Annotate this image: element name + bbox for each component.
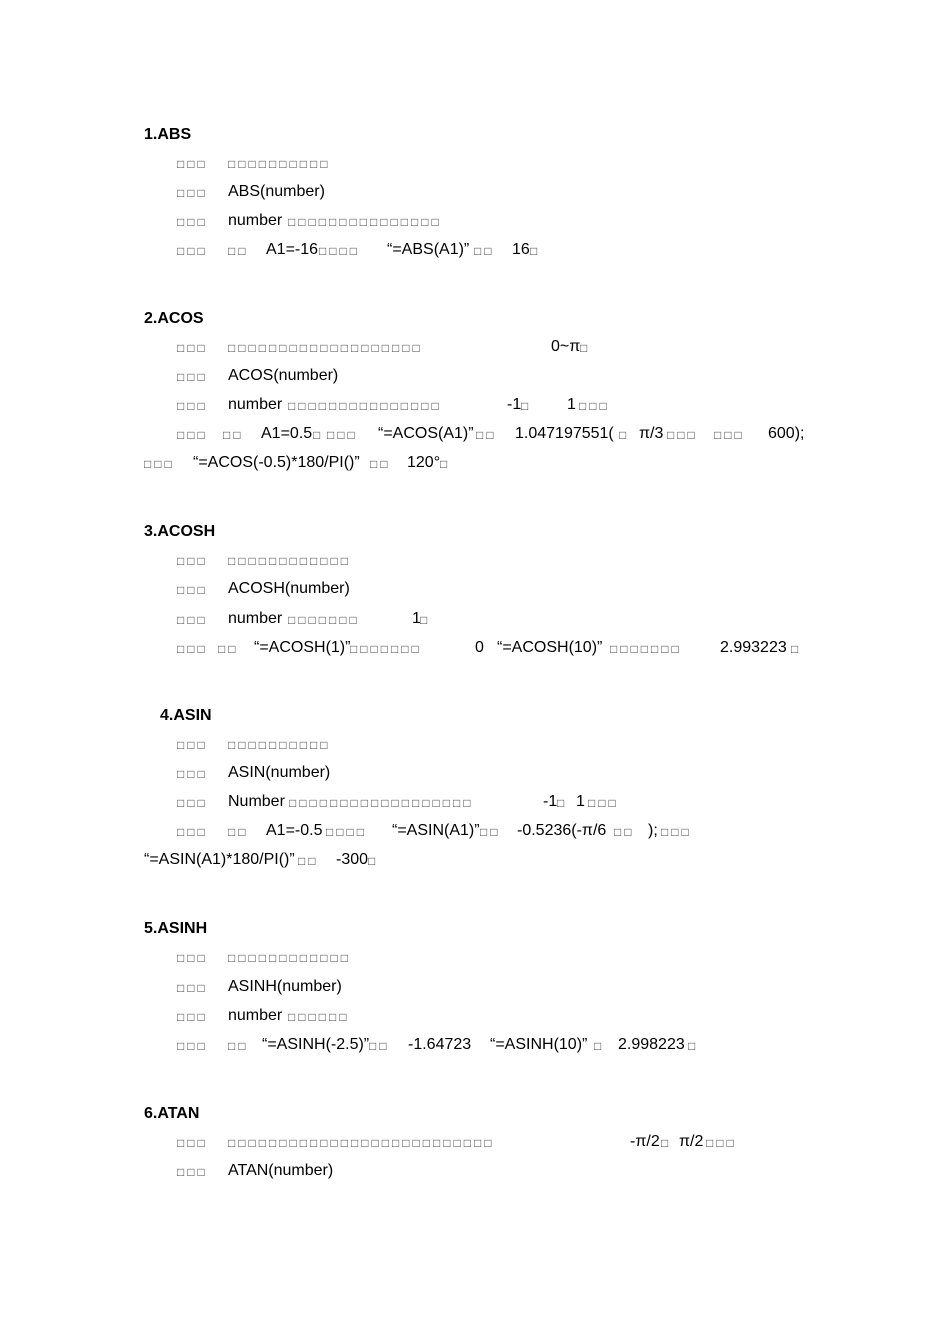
text-run: 1 <box>576 793 585 810</box>
abs-parameter-line <box>0 212 950 232</box>
text-run: □□ <box>476 428 497 442</box>
text-run: □□□ <box>177 642 208 656</box>
text-run: “=ACOS(-0.5)*180/PI()” <box>193 454 360 471</box>
text-run: □□□□□□□□□□□□□□□ <box>288 399 442 413</box>
text-run: □□□□□□□□□□□□□□□□□□ <box>289 796 474 810</box>
text-run: □□□ <box>706 1136 737 1150</box>
text-run: □ <box>420 613 431 627</box>
text-run: □ <box>368 854 379 868</box>
text-run: □ <box>313 428 324 442</box>
asin-parameter-line <box>0 793 950 813</box>
section-heading-asin: 4.ASIN <box>160 707 212 724</box>
text-run: □□□ <box>144 457 175 471</box>
text-run: “=ASINH(-2.5)” <box>262 1036 370 1053</box>
text-run: 2.998223 <box>618 1036 685 1053</box>
text-run: 1.047197551( <box>515 425 614 442</box>
text-run: □□□□□□□□□□□□□□□□□□□ <box>228 341 423 355</box>
text-run: □□ <box>474 244 495 258</box>
text-run: □□□ <box>177 825 208 839</box>
text-run: 0 <box>475 639 484 656</box>
text-run: ACOSH(number) <box>228 580 350 597</box>
text-run: “=ACOSH(10)” <box>497 639 603 656</box>
text-run: -1.64723 <box>408 1036 472 1053</box>
text-run: □□□ <box>588 796 619 810</box>
text-run: -1 <box>507 396 522 413</box>
acosh-syntax-line <box>0 580 950 600</box>
asin-description-line <box>0 735 950 755</box>
text-run: □□□ <box>177 370 208 384</box>
text-run: 120° <box>407 454 441 471</box>
text-run: A1=-16 <box>266 241 319 258</box>
abs-syntax-line <box>0 183 950 203</box>
text-run: □□□ <box>177 244 208 258</box>
text-run: □□□□□□□ <box>350 642 422 656</box>
text-run: □□□□□□□□□□□□ <box>228 951 351 965</box>
text-run: □□□□□□□□□□□□ <box>228 554 351 568</box>
text-run: □□ <box>218 642 239 656</box>
text-run: □□□ <box>177 767 208 781</box>
text-run: “=ASIN(A1)*180/PI()” <box>144 851 295 868</box>
text-run: □□□□□□ <box>288 1010 350 1024</box>
text-run: □□□ <box>177 981 208 995</box>
text-run: □□□ <box>177 613 208 627</box>
section-heading-acosh: 3.ACOSH <box>144 523 216 540</box>
text-run: □□ <box>223 428 244 442</box>
text-run: “=ACOSH(1)” <box>254 639 351 656</box>
section-heading-asinh: 5.ASINH <box>144 920 208 937</box>
text-run: A1=-0.5 <box>266 822 323 839</box>
text-run: -1 <box>543 793 558 810</box>
text-run: □□□ <box>177 428 208 442</box>
text-run: ASIN(number) <box>228 764 331 781</box>
text-run: □□□□ <box>319 244 360 258</box>
text-run: 1 <box>567 396 576 413</box>
text-run: □ <box>530 244 541 258</box>
text-run: “=ABS(A1)” <box>387 241 470 258</box>
acos-syntax-line <box>0 367 950 387</box>
atan-syntax-line <box>0 1162 950 1182</box>
section-heading-atan: 6.ATAN <box>144 1105 200 1122</box>
text-run: □ <box>580 341 591 355</box>
atan-description-line <box>0 1133 950 1153</box>
text-run: □ <box>661 1136 672 1150</box>
abs-example-line <box>0 241 950 261</box>
asinh-parameter-line <box>0 1007 950 1027</box>
text-run: □□□ <box>667 428 698 442</box>
text-run: -π/2 <box>630 1133 660 1150</box>
asinh-syntax-line <box>0 978 950 998</box>
text-run: π/3 <box>639 425 664 442</box>
acos-description-line <box>0 338 950 358</box>
text-run: -0.5236(-π/6 <box>517 822 607 839</box>
text-run: □□ <box>228 244 249 258</box>
text-run: □□□ <box>177 738 208 752</box>
text-run: □□ <box>228 1039 249 1053</box>
text-run: number <box>228 1007 283 1024</box>
text-run: □ <box>688 1039 699 1053</box>
text-run: “=ACOS(A1)” <box>378 425 474 442</box>
text-run: □ <box>440 457 451 471</box>
text-run: 600); <box>768 425 805 442</box>
text-run: 0~π <box>551 338 581 355</box>
text-run: ACOS(number) <box>228 367 339 384</box>
text-run: □□□□□□□□□□□□□□□ <box>288 215 442 229</box>
text-run: □□□□□□□ <box>610 642 682 656</box>
text-run: □□ <box>298 854 319 868</box>
text-run: 2.993223 <box>720 639 787 656</box>
text-run: ); <box>648 822 658 839</box>
asinh-example-line <box>0 1036 950 1056</box>
text-run: ATAN(number) <box>228 1162 334 1179</box>
section-heading-acos: 2.ACOS <box>144 310 204 327</box>
text-run: □□□ <box>177 796 208 810</box>
text-run: □□□ <box>177 583 208 597</box>
text-run: □ <box>521 399 532 413</box>
text-run: □ <box>557 796 568 810</box>
text-run: 1 <box>412 610 421 627</box>
asin-syntax-line <box>0 764 950 784</box>
text-run: A1=0.5 <box>261 425 313 442</box>
text-run: □ <box>791 642 802 656</box>
section-heading-abs: 1.ABS <box>144 126 192 143</box>
text-run: □□□ <box>177 186 208 200</box>
text-run: □□□ <box>177 1136 208 1150</box>
text-run: π/2 <box>679 1133 704 1150</box>
text-run: □ <box>594 1039 605 1053</box>
asin-example-line <box>0 822 950 842</box>
text-run: □□□ <box>177 1165 208 1179</box>
text-run: □□ <box>480 825 501 839</box>
text-run: □□□ <box>177 951 208 965</box>
text-run: □□□□□□□ <box>288 613 360 627</box>
text-run: □ <box>619 428 630 442</box>
text-run: □□□□□□□□□□ <box>228 738 331 752</box>
text-run: □□ <box>614 825 635 839</box>
text-run: □□□ <box>177 1010 208 1024</box>
asinh-description-line <box>0 948 950 968</box>
asin-example-continuation <box>0 851 950 871</box>
text-run: □□□ <box>177 157 208 171</box>
acosh-parameter-line <box>0 610 950 630</box>
text-run: 16 <box>512 241 530 258</box>
text-run: Number <box>228 793 285 810</box>
abs-description-line <box>0 154 950 174</box>
text-run: □□□ <box>177 341 208 355</box>
text-run: □□□ <box>579 399 610 413</box>
text-run: number <box>228 396 283 413</box>
text-run: □□ <box>228 825 249 839</box>
text-run: □□□ <box>714 428 745 442</box>
text-run: number <box>228 610 283 627</box>
text-run: “=ASIN(A1)” <box>392 822 480 839</box>
text-run: number <box>228 212 283 229</box>
text-run: □□□□□□□□□□ <box>228 157 331 171</box>
text-run: ASINH(number) <box>228 978 342 995</box>
text-run: “=ASINH(10)” <box>490 1036 588 1053</box>
text-run: □□□ <box>177 399 208 413</box>
text-run: □□ <box>370 457 391 471</box>
text-run: □□□ <box>177 554 208 568</box>
text-run: □□□ <box>177 215 208 229</box>
text-run: □□□□□□□□□□□□□□□□□□□□□□□□□□ <box>228 1136 495 1150</box>
text-run: □□□□ <box>326 825 367 839</box>
acos-example-continuation <box>0 454 950 474</box>
text-run: -300 <box>336 851 369 868</box>
text-run: ABS(number) <box>228 183 325 200</box>
acos-parameter-line <box>0 396 950 416</box>
text-run: □□□ <box>661 825 692 839</box>
acosh-example-line <box>0 639 950 659</box>
text-run: □□□ <box>327 428 358 442</box>
text-run: □□□ <box>177 1039 208 1053</box>
text-run: □□ <box>369 1039 390 1053</box>
acos-example-line <box>0 425 950 445</box>
acosh-description-line <box>0 551 950 571</box>
